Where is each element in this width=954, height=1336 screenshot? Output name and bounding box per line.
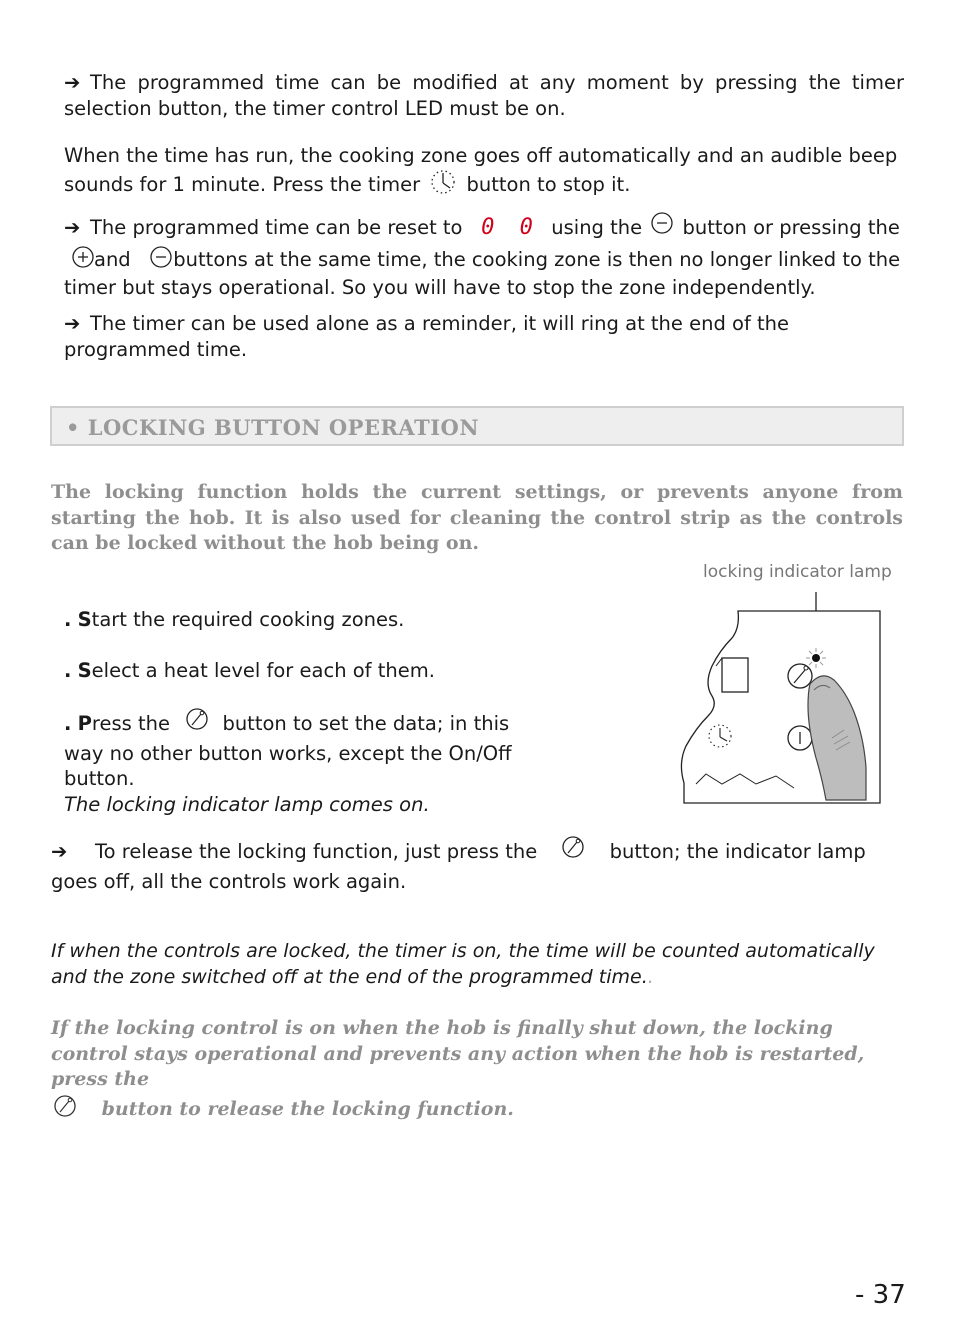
key-lock-icon: [176, 708, 216, 741]
arrow-icon: ➔: [64, 71, 81, 94]
step-note: The locking indicator lamp comes on.: [64, 792, 430, 816]
section-title: • LOCKING BUTTON OPERATION: [66, 415, 480, 440]
step-select-heat: [64, 658, 534, 684]
note-tail: .: [647, 965, 654, 988]
arrow-icon: ➔: [64, 312, 81, 335]
timer-modify-paragraph: [64, 70, 904, 121]
timer-locked-note: [51, 939, 907, 990]
step-text: elect a heat level for each of them.: [91, 659, 435, 682]
step-lead-letter: P: [77, 711, 92, 735]
step-text: tart the required cooking zones.: [91, 608, 405, 631]
shutdown-lock-text-b: button to release the locking function.: [101, 1097, 514, 1120]
timer-locked-note-text: If when the controls are locked, the timer is on, the time will be counted automatically and the zone switched off at the end of the programmed time.: [51, 940, 875, 988]
minus-button-icon: [648, 212, 676, 245]
step-bullet: .: [64, 608, 72, 631]
figure-caption: locking indicator lamp: [703, 562, 892, 582]
release-text-a: To release the locking function, just press the: [95, 839, 538, 863]
display-zero-zero: 0 0: [481, 214, 539, 240]
step-text-b: button to set the data; in this way no other button works, except the On/Off button.: [64, 711, 512, 790]
timer-reminder-paragraph: [64, 311, 904, 362]
time-run-paragraph: [64, 143, 904, 201]
step-lead-letter: S: [77, 659, 92, 682]
timer-reminder-text: The timer can be used alone as a reminder, it will ring at the end of the programmed time.: [64, 312, 790, 361]
step-text-a: ress the: [91, 711, 171, 735]
timer-icon: [426, 169, 460, 202]
shutdown-lock-note: [51, 1016, 907, 1126]
time-run-text-a: When the time has run, the cooking zone goes off automatically and an audible beep sounds for 1 minute. Press the timer: [64, 144, 898, 196]
control-panel-illustration: [676, 588, 886, 808]
time-run-text-b: button to stop it.: [466, 172, 631, 196]
step-press-lock: [64, 708, 544, 817]
step-bullet: .: [64, 711, 72, 735]
page-number: - 37: [855, 1280, 906, 1310]
timer-reset-paragraph: [64, 212, 904, 301]
plus-button-icon: [64, 245, 94, 276]
step-lead-letter: S: [77, 608, 92, 631]
timer-reset-text-c: button or pressing the: [682, 215, 900, 239]
arrow-icon: ➔: [51, 839, 68, 863]
locking-intro: The locking function holds the current settings, or prevents anyone from starting the hob. It is also used for cleaning the control strip as the controls can be locked without the hob being on.: [51, 481, 903, 554]
shutdown-lock-text-a: If the locking control is on when the hob is finally shut down, the locking control stays operational and prevents any action when the hob is restarted, press the: [51, 1017, 865, 1090]
timer-reset-text-e: buttons at the same time, the cooking zone is then no longer linked to the timer but stays operational. So you will have to stop the zone independently.: [64, 247, 901, 299]
timer-modify-text: The programmed time can be modified at any moment by pressing the timer selection button, the timer control LED must be on.: [64, 71, 904, 120]
step-bullet: .: [64, 659, 72, 682]
arrow-icon: ➔: [64, 215, 81, 239]
step-start-zones: [64, 607, 534, 633]
key-lock-icon: [51, 1093, 95, 1127]
timer-reset-text-b: using the: [551, 215, 643, 239]
minus-button-icon: [149, 245, 173, 276]
section-header-bar: [50, 406, 904, 446]
release-paragraph: [51, 836, 903, 894]
key-lock-icon: [543, 836, 603, 869]
timer-reset-text-d: and: [94, 247, 131, 271]
release-text-b: button; the indicator lamp goes off, all the controls work again.: [51, 839, 866, 893]
timer-reset-text-a: The programmed time can be reset to: [90, 215, 463, 239]
